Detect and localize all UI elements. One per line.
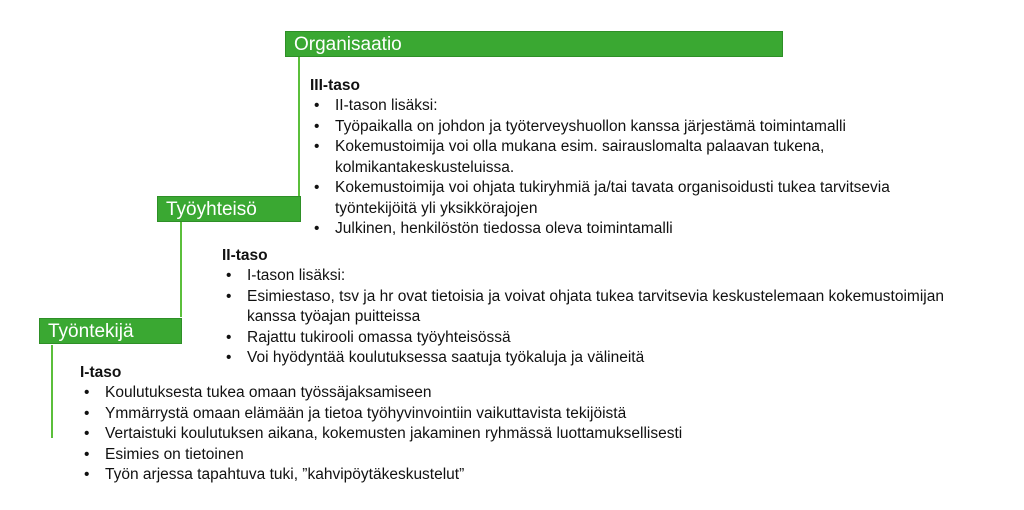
connector-line-organisaatio	[298, 57, 300, 200]
level-label-tyoyhteiso: Työyhteisö	[157, 196, 301, 222]
list-item: • Kokemustoimija voi ohjata tukiryhmiä ja/tai tavata organisoidusti tukea tarvitsevia työntekijöitä yli yksikkörajojen	[310, 178, 940, 219]
level-block-tyontekija	[80, 363, 960, 486]
list-item: • Esimiestaso, tsv ja hr ovat tietoisia ja voivat ohjata tukea tarvitsevia keskustelemaan kokemustoimijan kanssa työajan puitteissa	[222, 287, 972, 328]
list-item: • Työn arjessa tapahtuva tuki, ”kahvipöytäkeskustelut”	[80, 465, 960, 486]
level-heading: I-taso	[80, 364, 122, 381]
list-item: • Koulutuksesta tukea omaan työssäjaksamiseen	[80, 383, 960, 404]
level-label-tyontekija: Työntekijä	[39, 318, 182, 344]
list-item: • Työpaikalla on johdon ja työterveyshuollon kanssa järjestämä toimintamalli	[310, 117, 990, 138]
level-heading: III-taso	[310, 77, 360, 94]
list-item: • Julkinen, henkilöstön tiedossa oleva toimintamalli	[310, 219, 990, 240]
list-item: • Voi hyödyntää koulutuksessa saatuja työkaluja ja välineitä	[222, 348, 992, 369]
list-item: • Rajattu tukirooli omassa työyhteisössä	[222, 328, 992, 349]
connector-line-tyontekija	[51, 345, 53, 438]
connector-line-tyoyhteiso	[180, 222, 182, 317]
list-item: • Ymmärrystä omaan elämään ja tietoa työhyvinvointiin vaikuttavista tekijöistä	[80, 404, 960, 425]
level-block-organisaatio	[310, 76, 990, 240]
level-block-tyoyhteiso	[222, 246, 992, 369]
level-label-organisaatio: Organisaatio	[285, 31, 783, 57]
list-item: • Vertaistuki koulutuksen aikana, kokemusten jakaminen ryhmässä luottamuksellisesti	[80, 424, 960, 445]
level-item-list	[310, 96, 990, 240]
list-item: • Esimies on tietoinen	[80, 445, 960, 466]
list-item: • II-tason lisäksi:	[310, 96, 990, 117]
list-item: • Kokemustoimija voi olla mukana esim. sairauslomalta palaavan tukena, kolmikantakeskusteluissa.	[310, 137, 940, 178]
list-item: • I-tason lisäksi:	[222, 266, 992, 287]
level-item-list	[222, 266, 992, 369]
level-item-list	[80, 383, 960, 486]
level-heading: II-taso	[222, 247, 268, 264]
